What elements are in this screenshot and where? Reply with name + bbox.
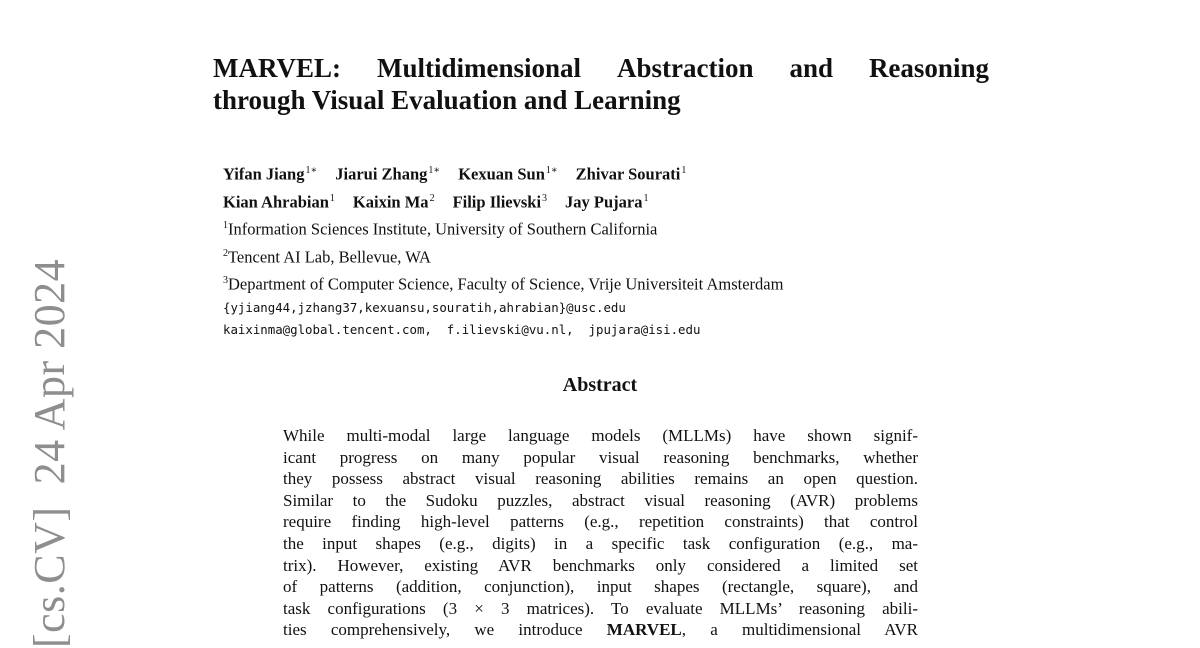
author: Kian Ahrabian$^1$	[223, 192, 335, 211]
author: Yifan Jiang$^{1∗}$	[223, 164, 318, 184]
author-row-2	[223, 187, 783, 215]
abstract-line: Similar to the Sudoku puzzles, abstract visual reasoning (AVR) problems	[283, 490, 918, 510]
abstract-text	[283, 425, 918, 641]
title-line-1	[213, 52, 989, 84]
marvel-bold: MARVEL	[606, 620, 682, 640]
paper-title	[213, 52, 989, 116]
author: Jiarui Zhang$^{1∗}$	[335, 164, 441, 184]
title-word: Reasoning	[868, 53, 989, 83]
affiliation: $^1$Information Sciences Institute, University of Southern California	[223, 219, 658, 239]
abstract-line: trix). However, existing AVR benchmarks only considered a limited set	[283, 555, 918, 575]
arxiv-category: [cs.CV]	[25, 506, 74, 648]
abstract-line: ties comprehensively, we introduce MARVEL, a multidimensional AVR	[283, 620, 918, 640]
title-word: Abstraction	[616, 53, 754, 83]
email-line: {yjiang44,jzhang37,kexuansu,souratih,ahrabian}@usc.edu	[223, 299, 626, 315]
abstract-line: task configurations (3 × 3 matrices). To evaluate MLLMs’ reasoning abili-	[283, 598, 918, 618]
title-word: and	[789, 53, 833, 83]
author: Jay Pujara$^1$	[565, 192, 649, 211]
abstract-line: require finding high-level patterns (e.g., repetition constraints) that control	[283, 512, 918, 532]
abstract-line: they possess abstract visual reasoning abilities remains an open question.	[283, 469, 918, 489]
author-row-1	[223, 159, 783, 187]
affiliation: $^2$Tencent AI Lab, Bellevue, WA	[223, 247, 431, 266]
affiliation: $^3$Department of Computer Science, Faculty of Science, Vrije Universiteit Amsterdam	[223, 274, 784, 294]
title-line-2: through Visual Evaluation and Learning	[213, 85, 681, 115]
author: Kexuan Sun$^{1∗}$	[458, 164, 558, 184]
author: Kaixin Ma$^2$	[352, 192, 435, 211]
abstract-line: of patterns (addition, conjunction), input shapes (rectangle, square), and	[283, 577, 918, 597]
abstract-line: icant progress on many popular visual reasoning benchmarks, whether	[283, 447, 918, 467]
abstract-line: the input shapes (e.g., digits) in a specific task configuration (e.g., ma-	[283, 533, 918, 553]
author-block	[223, 159, 783, 341]
email-line: kaixinma@global.tencent.com, f.ilievski@vu.nl, jpujara@isi.edu	[223, 321, 701, 337]
arxiv-stamp	[25, 258, 74, 648]
author: Filip Ilievski$^3$	[452, 192, 548, 211]
abstract-heading: Abstract	[562, 374, 638, 396]
author: Zhivar Sourati$^1$	[575, 164, 687, 184]
title-word: MARVEL:	[213, 53, 342, 83]
abstract-line: While multi-modal large language models (MLLMs) have shown signif-	[283, 426, 918, 445]
title-word: Multidimensional	[377, 53, 582, 83]
arxiv-date: 24 Apr 2024	[25, 258, 74, 485]
